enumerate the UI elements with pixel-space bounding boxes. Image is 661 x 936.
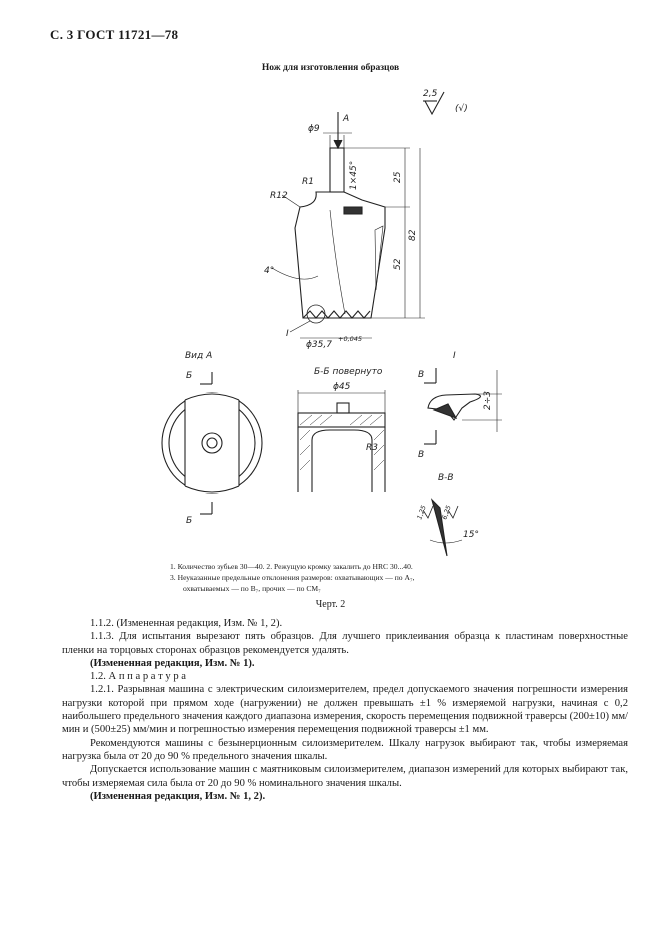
label-v-bottom: В xyxy=(418,450,425,460)
figure-note-3: охватываемых — по B₇, прочих — по CM₇ xyxy=(183,584,321,593)
label-r1: R1 xyxy=(302,177,314,187)
label-dim82: 82 xyxy=(408,229,418,241)
label-b-bottom: Б xyxy=(186,516,193,526)
label-b-top: Б xyxy=(186,371,193,381)
label-dim52: 52 xyxy=(393,258,403,270)
figure-note-1: 1. Количество зубьев 30—40. 2. Режущую кромку закалить до HRC 30...40. xyxy=(170,562,413,571)
roughness-rest: (√) xyxy=(455,104,468,114)
roughness-value: 2,5 xyxy=(423,89,438,99)
label-d45: ϕ45 xyxy=(333,382,351,392)
label-d357: ϕ35,7 xyxy=(306,340,332,350)
label-d9: ϕ9 xyxy=(308,124,320,134)
label-r3: R3 xyxy=(366,443,378,453)
label-d357-tol: +0,045 xyxy=(338,335,363,343)
label-chamfer: 1×45° xyxy=(349,160,359,190)
figure-caption: Черт. 2 xyxy=(315,599,346,610)
figure-note-2: 3. Неуказанные предельные отклонения размеров: охватывающих — по A₇, xyxy=(170,573,415,582)
label-rough-125: 1,25 xyxy=(415,504,428,521)
label-section-bb: Б-Б повернуто xyxy=(314,367,383,377)
label-view-a: Вид A xyxy=(185,351,213,361)
label-callout-i: I xyxy=(286,329,289,339)
label-angle4: 4° xyxy=(264,266,275,276)
paragraph: Допускается использование машин с маятниковым силоизмерителем, диапазон измерений для которых выбирают так, чтобы измеряемая сила была от 20 до 90 % номинального значения шкалы. xyxy=(62,764,628,789)
label-arrow-a: A xyxy=(343,114,350,124)
label-dim2-3: 2÷3 xyxy=(483,391,493,410)
paragraph-bold: (Измененная редакция, Изм. № 1, 2). xyxy=(90,790,266,802)
label-angle15: 15° xyxy=(463,530,479,540)
paragraph-bold: (Измененная редакция, Изм. № 1). xyxy=(90,657,255,669)
label-rough-625: 6,25 xyxy=(440,504,453,521)
paragraph: 1.2. А п п а р а т у р а xyxy=(90,671,186,683)
paragraph: Рекомендуются машины с безынерционным силоизмерителем. Шкалу нагрузок выбирают так, чтобы измеряемая нагрузка была от 20 до 90 % предельного значения шкалы. xyxy=(62,737,628,762)
label-v-top: В xyxy=(418,370,425,380)
section-bb xyxy=(298,390,385,492)
label-detail-i: I xyxy=(453,351,456,361)
body-text xyxy=(62,617,628,803)
label-section-vv: В-В xyxy=(438,473,454,483)
knife-main-view xyxy=(272,112,425,338)
paragraph: 1.1.3. Для испытания вырезают пять образцов. Для лучшего приклеивания образца к пластинам поверхностные пленки на торцовых сторонах образцов рекомендуется удалять. xyxy=(62,631,628,656)
figure-title: Нож для изготовления образцов xyxy=(261,63,400,73)
page-header: С. 3 ГОСТ 11721—78 xyxy=(50,27,179,42)
view-a xyxy=(162,372,262,514)
label-r12: R12 xyxy=(270,191,288,201)
section-vv xyxy=(423,500,462,556)
paragraph: 1.1.2. (Измененная редакция, Изм. № 1, 2). xyxy=(90,618,283,629)
label-dim25: 25 xyxy=(393,171,403,183)
paragraph: 1.2.1. Разрывная машина с электрическим силоизмерителем, предел допускаемого значения погрешности измерения нагрузки которой при прямом ходе (нагружении) не должен превышать ±1 % измеряемой нагрузки, начиная с 0,2 наибольшего предельного значения каждого диапазона измерения, скорость перемещения подвижной траверсы (200±10) мм/мин и (500±25) мм/мин и погрешностью измерения перемещения подвижной траверсы ±1 мм. xyxy=(62,684,628,736)
